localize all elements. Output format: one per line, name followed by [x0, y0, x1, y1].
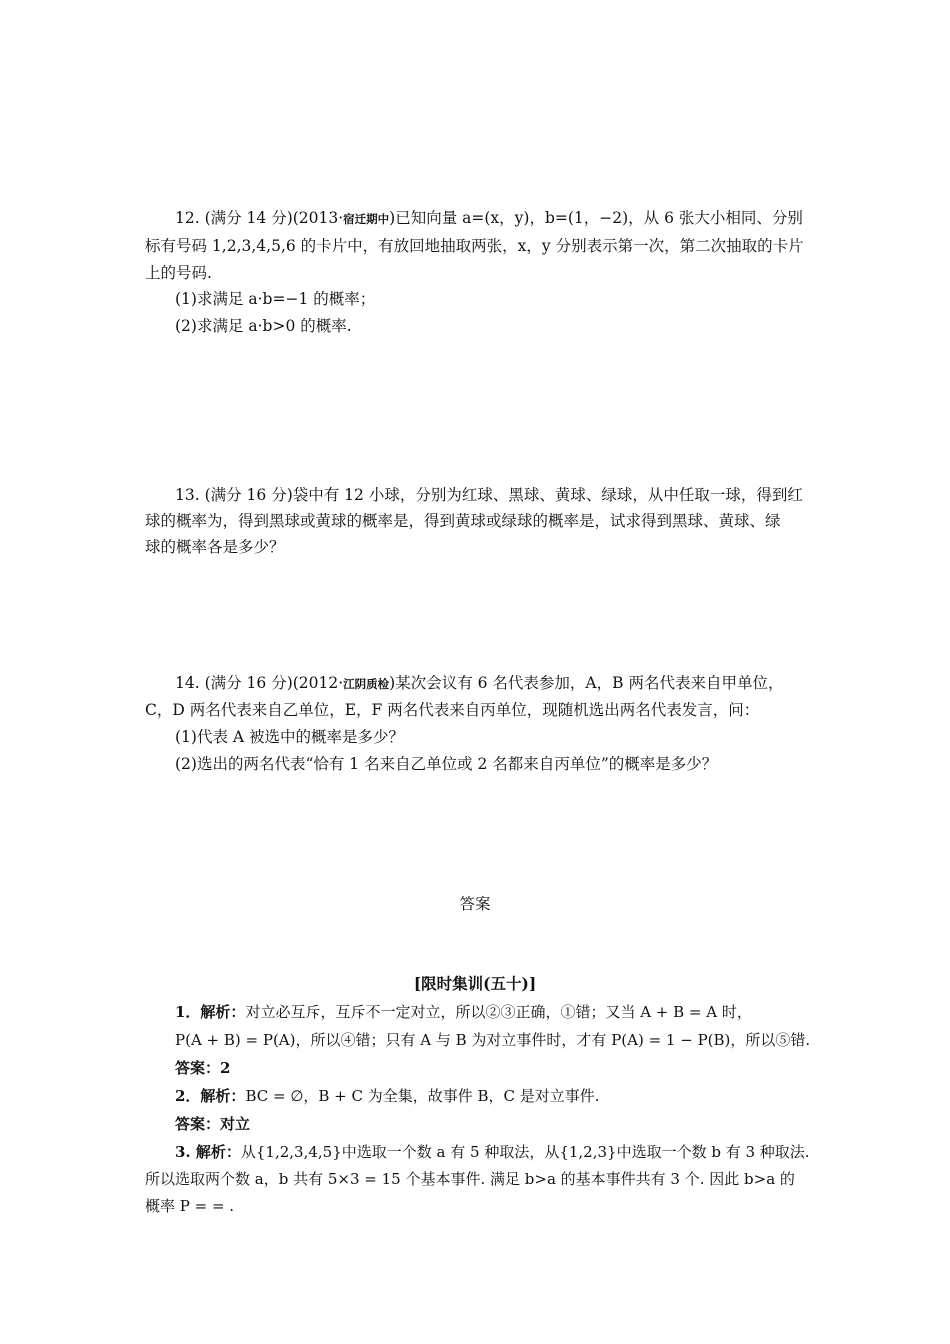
q12-part2: (2)求满足 a·b>0 的概率. — [175, 317, 352, 335]
q14-line1 — [175, 670, 825, 697]
q12-source: 宿迁期中 — [343, 212, 390, 226]
answers-heading: 答案 — [459, 895, 491, 913]
q12-part1: (1)求满足 a·b=−1 的概率； — [175, 290, 376, 308]
q12-prefix: 12. (满分 14 分)(2013· — [175, 209, 344, 227]
q13-line3: 球的概率各是多少？ — [145, 538, 285, 556]
answer1-text: 对立必互斥，互斥不一定对立，所以②③正确，①错；又当 A + B = A 时， — [245, 1003, 752, 1021]
answer3-text: 从{1,2,3,4,5}中选取一个数 a 有 5 种取法，从{1,2,3}中选取一个数 b 有 3 种取法. — [240, 1143, 810, 1161]
answer1-line1 — [175, 999, 825, 1025]
q12-line2: 标有号码 1,2,3,4,5,6 的卡片中，有放回地抽取两张，x，y 分别表示第一次，第二次抽取的卡片 — [145, 237, 804, 255]
q14-source: 江阴质检 — [343, 677, 390, 691]
answer2-text: BC = ∅，B + C 为全集，故事件 B，C 是对立事件. — [245, 1087, 600, 1105]
q14-part2: (2)选出的两名代表“恰有 1 名来自乙单位或 2 名都来自丙单位”的概率是多少？ — [175, 755, 718, 773]
q12-line3: 上的号码. — [145, 264, 212, 282]
answer1-line2: P(A + B) = P(A)，所以④错；只有 A 与 B 为对立事件时，才有 P(A) = 1 − P(B)，所以⑤错. — [175, 1031, 811, 1049]
q14-part1: (1)代表 A 被选中的概率是多少？ — [175, 728, 405, 746]
q14-line1-rest: )某次会议有 6 名代表参加，A，B 两名代表来自甲单位， — [389, 674, 784, 692]
answer3-line1 — [175, 1139, 825, 1165]
q14-line2: C，D 两名代表来自乙单位，E，F 两名代表来自丙单位，现随机选出两名代表发言，问： — [145, 701, 760, 719]
q13-line2: 球的概率为，得到黑球或黄球的概率是，得到黄球或绿球的概率是，试求得到黑球、黄球、绿 — [145, 512, 781, 530]
answer3-label: 3. 解析： — [175, 1143, 241, 1161]
q14-prefix: 14. (满分 16 分)(2012· — [175, 674, 344, 692]
answer3-line2: 所以选取两个数 a，b 共有 5×3 = 15 个基本事件. 满足 b>a 的基本事件共有 3 个. 因此 b>a 的 — [145, 1170, 795, 1188]
q13-line1: 13. (满分 16 分)袋中有 12 小球，分别为红球、黑球、黄球、绿球，从中任取一球，得到红 — [175, 486, 803, 504]
q12-line1-rest: )已知向量 a=(x，y)，b=(1，−2)，从 6 张大小相同、分别 — [389, 209, 803, 227]
q12-line1 — [175, 205, 825, 232]
answer1-label: 1．解析： — [175, 1003, 246, 1021]
answer2-result: 答案：对立 — [175, 1115, 251, 1133]
answers-section-title: [限时集训(五十)] — [413, 974, 537, 993]
answer3-line3: 概率 P = = . — [145, 1197, 235, 1215]
answer1-result: 答案：2 — [175, 1059, 231, 1077]
answer2-line1 — [175, 1083, 825, 1109]
answer2-label: 2．解析： — [175, 1087, 246, 1105]
